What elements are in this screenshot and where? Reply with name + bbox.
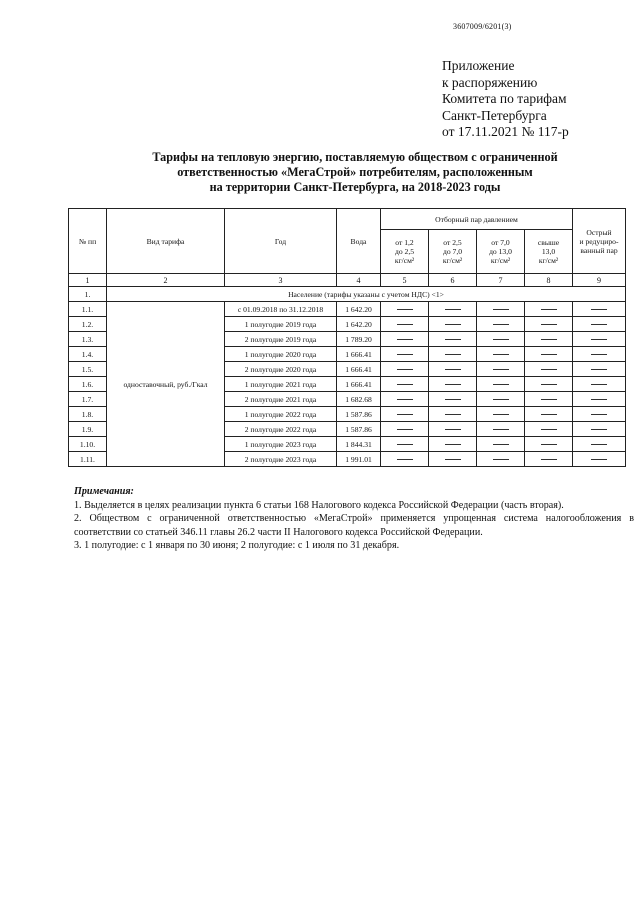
empty-value-cell [429,407,477,422]
empty-value-cell [429,437,477,452]
dash-mark [397,354,413,355]
dash-mark [591,339,607,340]
empty-value-cell [381,332,429,347]
row-water-value: 1 789.20 [337,332,381,347]
dash-mark [493,339,509,340]
row-num: 1.11. [69,452,107,467]
empty-value-cell [381,377,429,392]
empty-value-cell [381,392,429,407]
column-number: 8 [525,274,573,287]
header-line: от 7,0 [491,238,510,247]
empty-value-cell [525,362,573,377]
dash-mark [397,429,413,430]
empty-value-cell [573,317,626,332]
header-sharp-line: ванный пар [580,245,618,255]
empty-value-cell [525,317,573,332]
dash-mark [591,369,607,370]
header-line: от 2,5 [443,238,462,247]
row-num: 1.2. [69,317,107,332]
note-item: 3. 1 полугодие: с 1 января по 30 июня; 2 полугодие: с 1 июля по 31 декабря. [74,540,400,551]
row-water-value: 1 642.20 [337,302,381,317]
header-line: до 2,5 [394,247,415,256]
title-line: ответственностью «МегаСтрой» потребителям, расположенным [177,165,533,179]
dash-mark [541,309,557,310]
empty-value-cell [381,317,429,332]
header-steam-4 [525,230,573,274]
dash-mark [591,384,607,385]
column-number: 9 [573,274,626,287]
header-line: от 1,2 [395,238,414,247]
empty-value-cell [573,302,626,317]
column-number: 4 [337,274,381,287]
empty-value-cell [429,332,477,347]
empty-value-cell [573,437,626,452]
dash-mark [541,384,557,385]
document-title [120,150,590,195]
empty-value-cell [381,347,429,362]
empty-value-cell [477,362,525,377]
dash-mark [493,324,509,325]
empty-value-cell [525,302,573,317]
dash-mark [591,429,607,430]
header-water: Вода [337,209,381,274]
appendix-line: к распоряжению [442,74,538,90]
dash-mark [445,414,461,415]
row-num: 1.1. [69,302,107,317]
empty-value-cell [573,332,626,347]
empty-value-cell [477,347,525,362]
dash-mark [397,459,413,460]
dash-mark [493,399,509,400]
empty-value-cell [477,407,525,422]
empty-value-cell [477,377,525,392]
row-num: 1.4. [69,347,107,362]
population-label: Население (тарифы указаны с учетом НДС) <1> [107,287,626,302]
row-period: 1 полугодие 2022 года [225,407,337,422]
column-number: 1 [69,274,107,287]
dash-mark [445,444,461,445]
header-steam-2 [429,230,477,274]
dash-mark [397,414,413,415]
notes-title: Примечания: [74,486,134,497]
header-sharp-line: и редуциро- [579,236,619,246]
header-year: Год [225,209,337,274]
tariff-type-cell: одноставочный, руб./Гкал [107,302,225,467]
empty-value-cell [525,392,573,407]
row-water-value: 1 682.68 [337,392,381,407]
empty-value-cell [429,302,477,317]
column-number: 3 [225,274,337,287]
column-number: 5 [381,274,429,287]
header-line: 13,0 [541,247,556,256]
header-sharp-line: Острый [586,227,612,237]
empty-value-cell [573,407,626,422]
dash-mark [541,459,557,460]
row-period: 2 полугодие 2023 года [225,452,337,467]
empty-value-cell [573,422,626,437]
row-period: 1 полугодие 2021 года [225,377,337,392]
appendix-line: от 17.11.2021 № 117-р [442,124,569,139]
dash-mark [397,384,413,385]
dash-mark [541,414,557,415]
dash-mark [397,399,413,400]
row-water-value: 1 666.41 [337,347,381,362]
row-water-value: 1 991.01 [337,452,381,467]
row-water-value: 1 844.31 [337,437,381,452]
row-num: 1.5. [69,362,107,377]
document-id: 3607009/6201(3) [453,22,512,31]
row-period: 2 полугодие 2021 года [225,392,337,407]
dash-mark [445,324,461,325]
row-period: 2 полугодие 2020 года [225,362,337,377]
dash-mark [541,444,557,445]
dash-mark [541,399,557,400]
dash-mark [541,324,557,325]
header-line: свыше [537,238,560,247]
dash-mark [591,444,607,445]
population-row [69,287,626,302]
dash-mark [591,309,607,310]
dash-mark [445,339,461,340]
title-line: Тарифы на тепловую энергию, поставляемую обществом с ограниченной [152,150,558,164]
empty-value-cell [429,317,477,332]
empty-value-cell [573,377,626,392]
header-steam-group: Отборный пар давлением [381,209,573,230]
appendix-line: Приложение [442,58,515,73]
header-line: до 13,0 [489,247,512,256]
dash-mark [493,414,509,415]
header-line: до 7,0 [442,247,463,256]
empty-value-cell [429,347,477,362]
dash-mark [493,369,509,370]
empty-value-cell [429,392,477,407]
empty-value-cell [573,392,626,407]
dash-mark [397,324,413,325]
tariff-table [68,208,626,467]
header-line: кг/см² [442,256,463,265]
table-row [69,302,626,317]
empty-value-cell [525,422,573,437]
empty-value-cell [429,452,477,467]
row-period: 1 полугодие 2023 года [225,437,337,452]
empty-value-cell [477,332,525,347]
header-line: кг/см² [490,256,511,265]
column-number: 6 [429,274,477,287]
dash-mark [445,459,461,460]
empty-value-cell [525,452,573,467]
empty-value-cell [477,452,525,467]
row-period: с 01.09.2018 по 31.12.2018 [225,302,337,317]
population-num: 1. [69,287,107,302]
empty-value-cell [381,422,429,437]
row-period: 2 полугодие 2019 года [225,332,337,347]
dash-mark [541,339,557,340]
empty-value-cell [477,437,525,452]
empty-value-cell [381,362,429,377]
dash-mark [493,444,509,445]
dash-mark [493,384,509,385]
empty-value-cell [429,362,477,377]
empty-value-cell [429,422,477,437]
empty-value-cell [525,347,573,362]
row-water-value: 1 587.86 [337,407,381,422]
empty-value-cell [573,347,626,362]
header-line: кг/см² [394,256,415,265]
dash-mark [445,354,461,355]
empty-value-cell [525,377,573,392]
dash-mark [445,429,461,430]
header-steam-3 [477,230,525,274]
dash-mark [445,399,461,400]
column-number-row [69,274,626,287]
row-num: 1.7. [69,392,107,407]
empty-value-cell [525,407,573,422]
row-water-value: 1 642.20 [337,317,381,332]
empty-value-cell [381,437,429,452]
dash-mark [591,354,607,355]
appendix-line: Комитета по тарифам [442,91,567,106]
empty-value-cell [477,422,525,437]
row-num: 1.8. [69,407,107,422]
row-water-value: 1 666.41 [337,362,381,377]
row-num: 1.3. [69,332,107,347]
row-period: 1 полугодие 2019 года [225,317,337,332]
dash-mark [591,399,607,400]
dash-mark [591,414,607,415]
dash-mark [541,354,557,355]
dash-mark [493,429,509,430]
empty-value-cell [525,332,573,347]
note-item: 2. Обществом с ограниченной ответственностью «МегаСтрой» применяется упрощенная система налогообложения в соответствии со статьей 346.11 главы 26.2 части II Налогового кодекса Российской Федерации. [74,513,634,538]
empty-value-cell [477,317,525,332]
notes-block [74,485,634,553]
empty-value-cell [429,377,477,392]
column-number: 7 [477,274,525,287]
row-water-value: 1 666.41 [337,377,381,392]
dash-mark [493,459,509,460]
row-num: 1.9. [69,422,107,437]
header-num: № пп [69,209,107,274]
column-number: 2 [107,274,225,287]
header-line: кг/см² [538,256,559,265]
dash-mark [397,309,413,310]
empty-value-cell [381,452,429,467]
header-tariff-type: Вид тарифа [107,209,225,274]
dash-mark [445,369,461,370]
dash-mark [445,384,461,385]
dash-mark [541,369,557,370]
empty-value-cell [381,407,429,422]
dash-mark [591,324,607,325]
header-steam-1 [381,230,429,274]
dash-mark [445,309,461,310]
empty-value-cell [381,302,429,317]
header-sharp-steam [573,209,626,274]
empty-value-cell [525,437,573,452]
title-line: на территории Санкт-Петербурга, на 2018-2023 годы [209,180,501,194]
dash-mark [397,444,413,445]
dash-mark [493,309,509,310]
row-water-value: 1 587.86 [337,422,381,437]
dash-mark [397,339,413,340]
appendix-block [442,58,569,141]
dash-mark [397,369,413,370]
empty-value-cell [573,452,626,467]
dash-mark [541,429,557,430]
note-item: 1. Выделяется в целях реализации пункта 6 статьи 168 Налогового кодекса Российской Федерации (часть вторая). [74,499,564,511]
dash-mark [591,459,607,460]
empty-value-cell [573,362,626,377]
empty-value-cell [477,302,525,317]
row-period: 2 полугодие 2022 года [225,422,337,437]
row-period: 1 полугодие 2020 года [225,347,337,362]
row-num: 1.10. [69,437,107,452]
appendix-line: Санкт-Петербурга [442,107,547,123]
row-num: 1.6. [69,377,107,392]
dash-mark [493,354,509,355]
empty-value-cell [477,392,525,407]
